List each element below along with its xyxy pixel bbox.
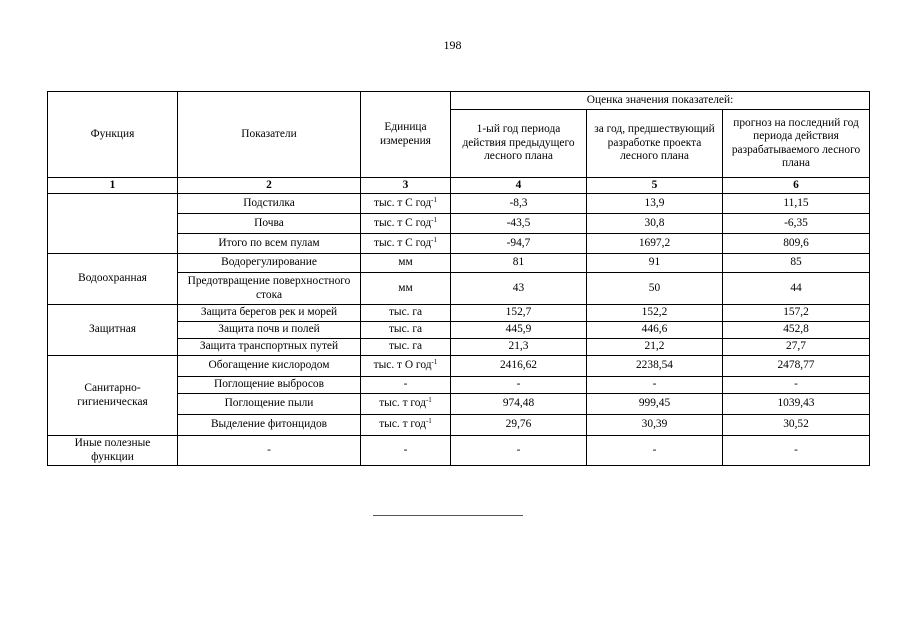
value-cell: 445,9	[451, 322, 587, 339]
unit-text: тыс. т О год	[373, 359, 432, 372]
value-cell: 11,15	[723, 194, 870, 214]
value-cell: -6,35	[723, 214, 870, 234]
unit-cell	[361, 394, 451, 415]
value-cell: -8,3	[451, 194, 587, 214]
unit-text: тыс. га	[388, 306, 423, 319]
footnote-separator	[373, 515, 523, 516]
unit-text: тыс. га	[388, 340, 423, 353]
indicator-cell: Защита берегов рек и морей	[178, 305, 361, 322]
value-cell: 446,6	[587, 322, 723, 339]
value-cell: 1039,43	[723, 394, 870, 415]
value-cell: 2416,62	[451, 356, 587, 377]
value-cell: 21,2	[587, 339, 723, 356]
value-cell: 29,76	[451, 415, 587, 436]
unit-cell	[361, 254, 451, 273]
table-row	[48, 436, 870, 466]
unit-exponent: -1	[431, 358, 438, 367]
unit-exponent: -1	[425, 396, 432, 405]
unit-cell	[361, 339, 451, 356]
unit-text: тыс. га	[388, 323, 423, 336]
value-cell: 152,7	[451, 305, 587, 322]
column-number: 3	[361, 178, 451, 194]
column-number: 5	[587, 178, 723, 194]
unit-cell	[361, 305, 451, 322]
header-indicators: Показатели	[178, 92, 361, 178]
unit-cell	[361, 273, 451, 305]
header-first-year: 1-ый год периода действия предыдущего лесного плана	[451, 110, 587, 178]
column-number: 4	[451, 178, 587, 194]
value-cell: -	[451, 436, 587, 466]
table-row	[48, 194, 870, 214]
ecosystem-services-table	[47, 91, 870, 466]
unit-text: тыс. т год	[379, 418, 426, 431]
indicator-cell: Поглощение пыли	[178, 394, 361, 415]
header-assessment: Оценка значения показателей:	[451, 92, 870, 110]
indicator-cell: Защита почв и полей	[178, 322, 361, 339]
value-cell: 452,8	[723, 322, 870, 339]
indicator-cell: Предотвращение поверхностного стока	[178, 273, 361, 305]
unit-exponent: -1	[431, 215, 438, 224]
value-cell: -	[587, 377, 723, 394]
value-cell: 152,2	[587, 305, 723, 322]
value-cell: 50	[587, 273, 723, 305]
value-cell: 30,52	[723, 415, 870, 436]
unit-text: тыс. т С год	[373, 236, 432, 249]
unit-exponent: -1	[425, 417, 432, 426]
header-forecast: прогноз на последний год периода действия разрабатываемого лесного плана	[723, 110, 870, 178]
unit-cell	[361, 234, 451, 254]
unit-cell	[361, 322, 451, 339]
value-cell: 30,39	[587, 415, 723, 436]
value-cell: 13,9	[587, 194, 723, 214]
header-function: Функция	[48, 92, 178, 178]
value-cell: -94,7	[451, 234, 587, 254]
value-cell: 2478,77	[723, 356, 870, 377]
indicator-cell: Поглощение выбросов	[178, 377, 361, 394]
value-cell: 974,48	[451, 394, 587, 415]
value-cell: 30,8	[587, 214, 723, 234]
unit-cell	[361, 356, 451, 377]
indicator-cell: Защита транспортных путей	[178, 339, 361, 356]
unit-cell	[361, 194, 451, 214]
unit-text: тыс. т С год	[373, 196, 432, 209]
value-cell: 809,6	[723, 234, 870, 254]
unit-exponent: -1	[431, 195, 438, 204]
table-row	[48, 254, 870, 273]
page-number: 198	[443, 38, 462, 52]
unit-text: тыс. т год	[379, 397, 426, 410]
unit-cell	[361, 214, 451, 234]
unit-cell	[361, 377, 451, 394]
value-cell: -	[451, 377, 587, 394]
unit-text: -	[403, 378, 408, 391]
indicator-cell: Итого по всем пулам	[178, 234, 361, 254]
indicator-cell: Обогащение кислородом	[178, 356, 361, 377]
indicator-cell: Подстилка	[178, 194, 361, 214]
function-cell: Защитная	[48, 305, 178, 356]
unit-text: тыс. т С год	[373, 216, 432, 229]
indicator-cell: -	[178, 436, 361, 466]
value-cell: 43	[451, 273, 587, 305]
unit-text: мм	[398, 281, 413, 294]
value-cell: -43,5	[451, 214, 587, 234]
function-cell: Водоохранная	[48, 254, 178, 305]
value-cell: 157,2	[723, 305, 870, 322]
indicator-cell: Водорегулирование	[178, 254, 361, 273]
header-prev-year: за год, предшествующий разработке проекта лесного плана	[587, 110, 723, 178]
column-number: 1	[48, 178, 178, 194]
unit-exponent: -1	[431, 235, 438, 244]
value-cell: -	[723, 377, 870, 394]
value-cell: -	[587, 436, 723, 466]
value-cell: 91	[587, 254, 723, 273]
indicator-cell: Выделение фитонцидов	[178, 415, 361, 436]
function-cell: Санитарно-гигиеническая	[48, 356, 178, 436]
column-number: 2	[178, 178, 361, 194]
function-cell: Иные полезные функции	[48, 436, 178, 466]
unit-cell	[361, 415, 451, 436]
unit-cell	[361, 436, 451, 466]
header-unit: Единица измерения	[361, 92, 451, 178]
table-row	[48, 305, 870, 322]
unit-text: мм	[398, 256, 413, 269]
value-cell: 21,3	[451, 339, 587, 356]
unit-text: -	[403, 443, 408, 456]
table-row	[48, 356, 870, 377]
indicator-cell: Почва	[178, 214, 361, 234]
value-cell: 2238,54	[587, 356, 723, 377]
value-cell: -	[723, 436, 870, 466]
value-cell: 81	[451, 254, 587, 273]
column-number: 6	[723, 178, 870, 194]
value-cell: 999,45	[587, 394, 723, 415]
value-cell: 27,7	[723, 339, 870, 356]
value-cell: 1697,2	[587, 234, 723, 254]
function-cell	[48, 194, 178, 254]
value-cell: 44	[723, 273, 870, 305]
value-cell: 85	[723, 254, 870, 273]
